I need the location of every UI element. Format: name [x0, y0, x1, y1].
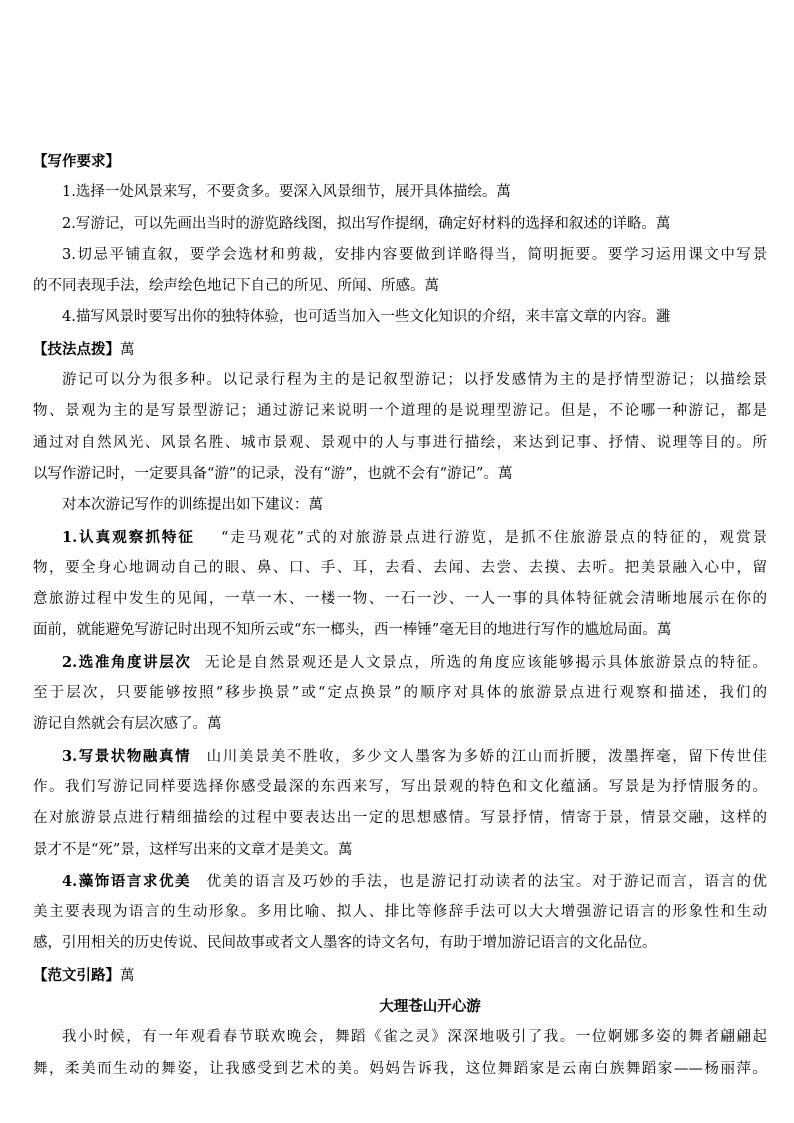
technique-3-line-1: 3.写景状物融真情 山川美景美不胜收，多少文人墨客为多娇的江山而折腰，泼墨挥毫，留下传世佳: [62, 747, 767, 765]
technique-1-line-2: 物，要全身心地调动自己的眼、鼻、口、手、耳，去看、去闻、去尝、去摸、去听。把美景融入心中，留: [33, 559, 767, 576]
technique-1-line-4: 面前，就能避免写游记时出现不知所云或“东一榔头，西一棒锤”毫无目的地进行写作的尴尬局面。萬: [33, 622, 672, 639]
requirement-item-3-line-1: 3.切忌平铺直叙，要学会选材和剪裁，安排内容要做到详略得当，简明扼要。要学习运用课文中写景: [62, 246, 767, 263]
technique-4-title: 4.藻饰语言求优美: [62, 872, 192, 890]
requirement-item-2: 2.写游记，可以先画出当时的游览路线图，拟出写作提纲，确定好材料的选择和叙述的详略。萬: [62, 215, 671, 232]
technique-1-line-1: 1.认真观察抓特征 “走马观花”式的对旅游景点进行游览，是抓不住旅游景点的特征的，观赏景: [62, 528, 767, 546]
technique-3-line-4: 景才不是“死”景，这样写出来的文章才是美文。萬: [33, 841, 353, 858]
techniques-suggestion: 对本次游记写作的训练提出如下建议：萬: [62, 497, 323, 514]
technique-2-title: 2.选准角度讲层次: [62, 653, 192, 671]
technique-1-line-3: 意旅游过程中发生的见闻，一草一木、一楼一物、一石一沙、一人一事的具体特征就会清晰地展示在你的: [33, 591, 767, 608]
techniques-intro-line-1: 游记可以分为很多种。以记录行程为主的是记叙型游记；以抒发感情为主的是抒情型游记；以描绘景: [62, 372, 767, 389]
sample-paragraph-line-2: 舞，柔美而生动的舞姿，让我感受到艺术的美。妈妈告诉我，这位舞蹈家是云南白族舞蹈家——杨丽萍。: [33, 1060, 767, 1077]
technique-1-title: 1.认真观察抓特征: [62, 528, 195, 546]
sample-paragraph-line-1: 我小时候，有一年观看春节联欢晚会，舞蹈《雀之灵》深深地吸引了我。一位婀娜多姿的舞者翩翩起: [62, 1029, 767, 1046]
techniques-intro-line-2: 物、景观为主的是写景型游记；通过游记来说明一个道理的是说理型游记。但是，不论哪一种游记，都是: [33, 403, 767, 420]
technique-2-line-3: 游记自然就会有层次感了。萬: [33, 716, 222, 733]
technique-3-title: 3.写景状物融真情: [62, 747, 192, 765]
section-heading-requirements: 【写作要求】: [33, 153, 120, 170]
sample-essay-title: 大理苍山开心游: [379, 998, 481, 1016]
technique-3-line-2: 作。我们写游记同样要选择你感受最深的东西来写，写出景观的特色和文化蕴涵。写景是为抒情服务的。: [33, 778, 767, 795]
document-page: [33, 146, 767, 1085]
technique-4-line-2: 美主要表现为语言的生动形象。多用比喻、拟人、排比等修辞手法可以大大增强游记语言的形象性和生动: [33, 904, 767, 921]
technique-2-line-2: 至于层次，只要能够按照“移步换景”或“定点换景”的顺序对具体的旅游景点进行观察和描述，我们的: [33, 685, 767, 702]
requirement-item-4: 4.描写风景时要写出你的独特体验，也可适当加入一些文化知识的介绍，来丰富文章的内容。灉: [62, 309, 671, 326]
technique-2-line-1: 2.选准角度讲层次 无论是自然景观还是人文景点，所选的角度应该能够揭示具体旅游景点的特征。: [62, 653, 767, 671]
technique-4-line-1: 4.藻饰语言求优美 优美的语言及巧妙的手法，也是游记打动读者的法宝。对于游记而言，语言的优: [62, 872, 767, 890]
techniques-intro-line-4: 以写作游记时，一定要具备“游”的记录，没有“游”，也就不会有“游记”。萬: [33, 465, 513, 482]
techniques-intro-line-3: 通过对自然风光、风景名胜、城市景观、景观中的人与事进行描绘，来达到记事、抒情、说理等目的。所: [33, 434, 767, 451]
requirement-item-3-line-2: 的不同表现手法，绘声绘色地记下自己的所见、所闻、所感。萬: [33, 278, 439, 295]
requirement-item-1: 1.选择一处风景来写，不要贪多。要深入风景细节，展开具体描绘。萬: [62, 184, 511, 201]
section-heading-techniques: 【技法点拨】萬: [33, 340, 135, 358]
technique-4-line-3: 感，引用相关的历史传说、民间故事或者文人墨客的诗文名句，有助于增加游记语言的文化品位。: [33, 935, 657, 952]
technique-3-line-3: 在对旅游景点进行精细描绘的过程中要表达出一定的思想感情。写景抒情，情寄于景，情景交融，这样的: [33, 810, 767, 827]
section-heading-sample: 【范文引路】萬: [33, 966, 135, 984]
